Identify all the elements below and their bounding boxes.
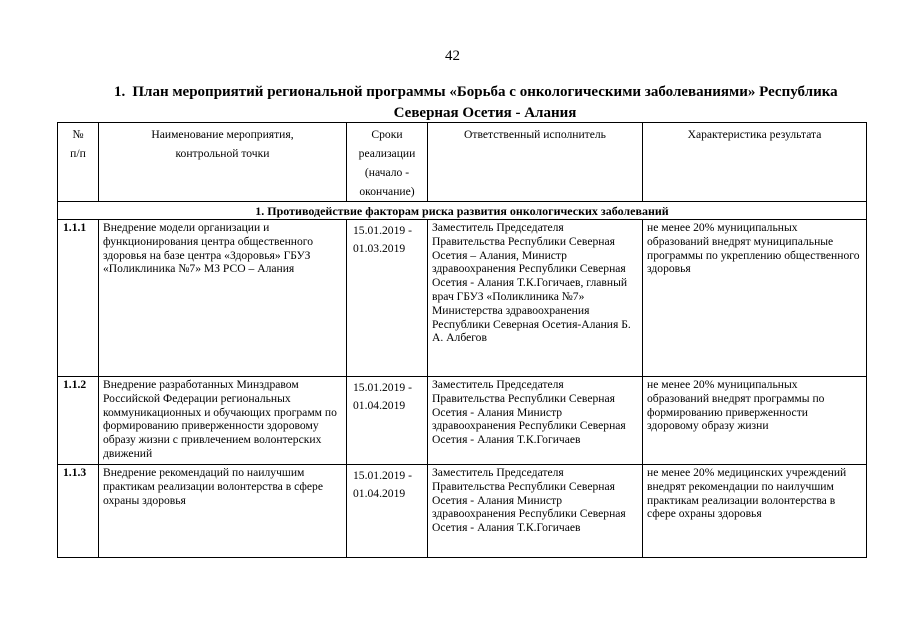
header-dates: Сроки реализации (начало - окончание) bbox=[347, 123, 428, 202]
row-code: 1.1.2 bbox=[58, 377, 99, 465]
title-line-1: План мероприятий региональной программы «Борьба с онкологическими заболеваниями» Республика bbox=[132, 84, 838, 100]
row-name: Внедрение рекомендаций по наилучшим практикам реализации волонтерства в сфере охраны здоровья bbox=[99, 465, 347, 558]
table-row bbox=[58, 465, 867, 558]
table-row bbox=[58, 377, 867, 465]
table-row bbox=[58, 220, 867, 377]
row-responsible: Заместитель Председателя Правительства Республики Северная Осетия - Алания Министр здравоохранения Республики Северная Осетия - Алания Т.К.Гогичаев bbox=[428, 465, 643, 558]
section-title: 1. Противодействие факторам риска развития онкологических заболеваний bbox=[58, 202, 867, 220]
title-line-2: Северная Осетия - Алания bbox=[393, 105, 577, 121]
row-name: Внедрение модели организации и функционирования центра общественного здоровья на базе центра «Здоровья» ГБУЗ «Поликлиника №7» МЗ РСО – Алания bbox=[99, 220, 347, 377]
action-plan-table bbox=[57, 122, 867, 558]
row-code: 1.1.3 bbox=[58, 465, 99, 558]
page-number: 42 bbox=[445, 48, 460, 64]
header-result: Характеристика результата bbox=[643, 123, 867, 202]
document-title bbox=[100, 82, 870, 124]
title-number: 1. bbox=[114, 84, 126, 100]
table-header-row bbox=[58, 123, 867, 202]
row-result: не менее 20% медицинских учреждений внедрят рекомендации по наилучшим практикам реализации волонтерства в сфере охраны здоровья bbox=[643, 465, 867, 558]
header-number: № п/п bbox=[58, 123, 99, 202]
row-dates: 15.01.2019 - 01.03.2019 bbox=[347, 220, 428, 377]
section-row bbox=[58, 202, 867, 220]
row-responsible: Заместитель Председателя Правительства Республики Северная Осетия – Алания, Министр здравоохранения Республики Северная Осетия - Алания Т.К.Гогичаев, главный врач ГБУЗ «Поликлиника №7» Министерства здравоохранения Республики Северная Осетия-Алания Б. А. Албегов bbox=[428, 220, 643, 377]
row-dates: 15.01.2019 - 01.04.2019 bbox=[347, 377, 428, 465]
header-responsible: Ответственный исполнитель bbox=[428, 123, 643, 202]
header-name: Наименование мероприятия, контрольной точки bbox=[99, 123, 347, 202]
row-name: Внедрение разработанных Минздравом Российской Федерации региональных коммуникационных и обучающих программ по формированию приверженности здоровому образу жизни с привлечением волонтерских движений bbox=[99, 377, 347, 465]
row-dates: 15.01.2019 - 01.04.2019 bbox=[347, 465, 428, 558]
row-result: не менее 20% муниципальных образований внедрят муниципальные программы по укреплению общественного здоровья bbox=[643, 220, 867, 377]
row-result: не менее 20% муниципальных образований внедрят программы по формированию приверженности здоровому образу жизни bbox=[643, 377, 867, 465]
row-responsible: Заместитель Председателя Правительства Республики Северная Осетия - Алания Министр здравоохранения Республики Северная Осетия - Алания Т.К.Гогичаев bbox=[428, 377, 643, 465]
row-code: 1.1.1 bbox=[58, 220, 99, 377]
